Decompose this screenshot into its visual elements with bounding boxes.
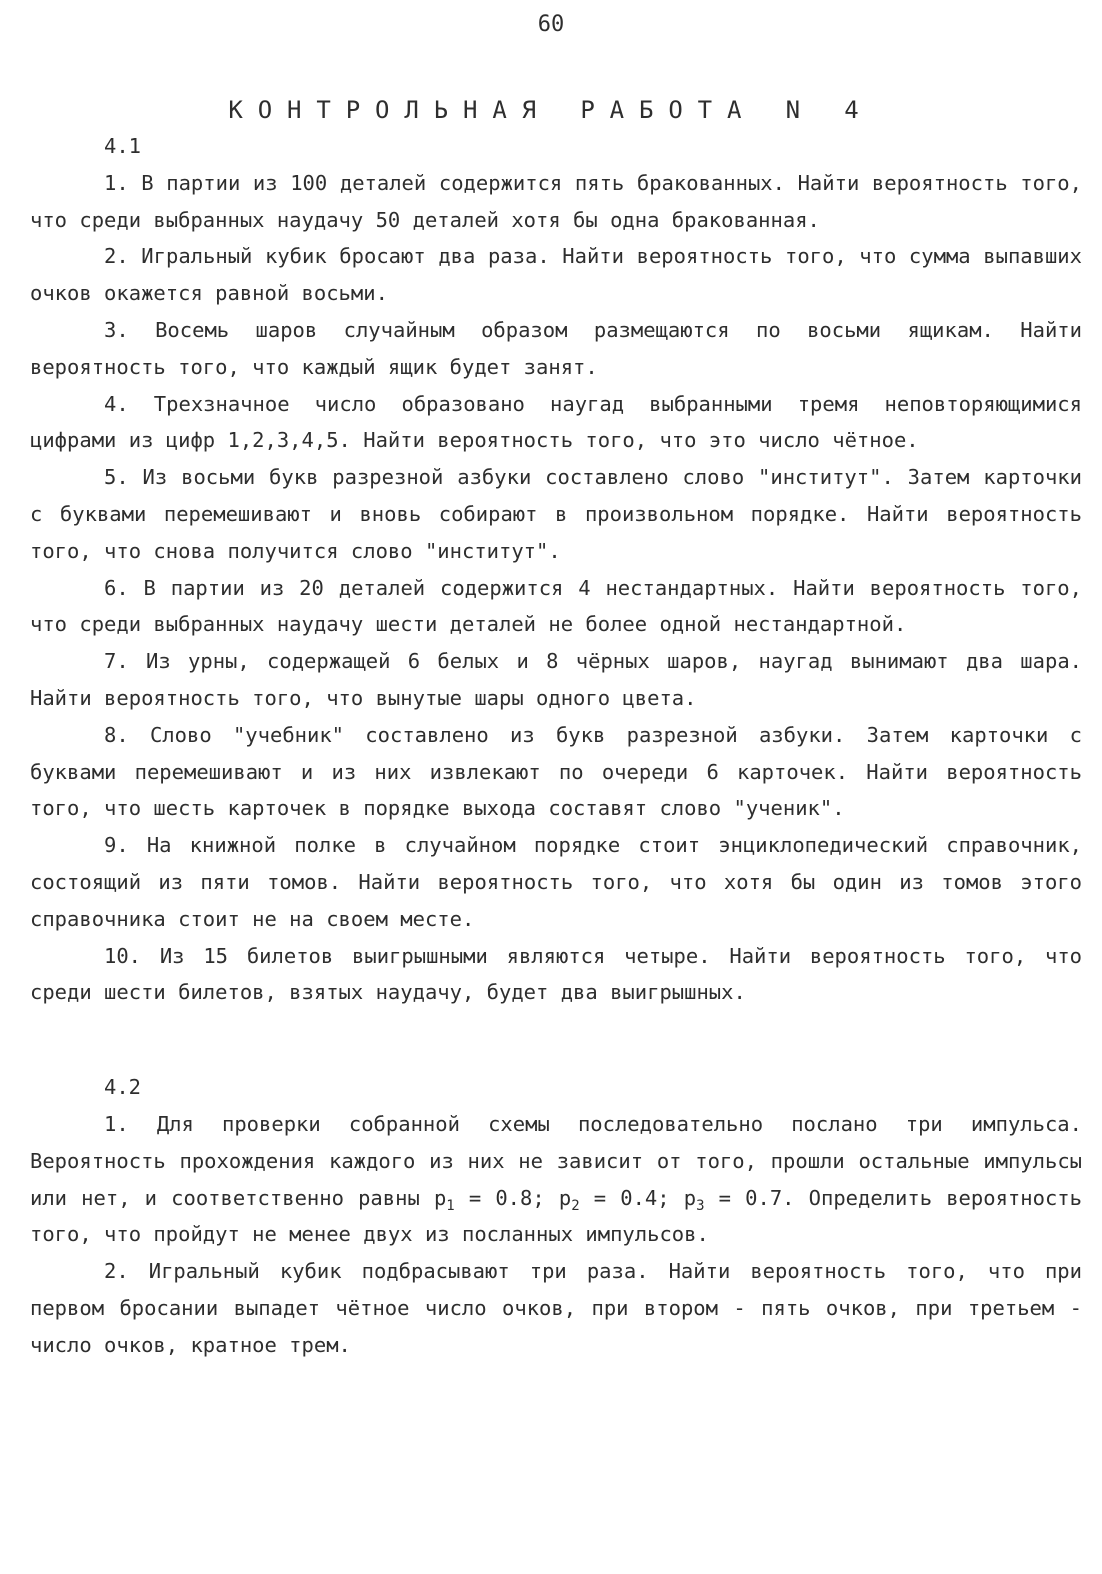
- p1-subscript: 1: [446, 1197, 455, 1214]
- p2-subscript: 2: [571, 1197, 580, 1214]
- problem-4-1-1: 1. В партии из 100 деталей содержится пять бракованных. Найти вероятность того, что среди выбранных наудачу 50 деталей хотя бы одна бракованная.: [30, 170, 1082, 232]
- document-body: [30, 128, 1082, 1364]
- p1-symbol: p: [433, 1185, 447, 1210]
- problem-4-1-6: 6. В партии из 20 деталей содержится 4 нестандартных. Найти вероятность того, что среди выбранных наудачу шести деталей не более одной нестандартной.: [30, 575, 1082, 637]
- problem-4-1-3: 3. Восемь шаров случайным образом размещаются по восьми ящикам. Найти вероятность того, что каждый ящик будет занят.: [30, 317, 1082, 379]
- problem-4-2-2: 2. Игральный кубик подбрасывают три раза. Найти вероятность того, что при первом бросании выпадет чётное число очков, при втором - пять очков, при третьем - число очков, кратное трем.: [30, 1259, 1082, 1357]
- p3-symbol: p: [683, 1185, 697, 1210]
- problem-4-1-9: 9. На книжной полке в случайном порядке стоит энциклопедический справочник, состоящий из пяти томов. Найти вероятность того, что хотя бы один из томов этого справочника стоит не на своем месте.: [30, 833, 1082, 931]
- problem-4-2-1: [30, 1106, 1082, 1253]
- section-heading-4-1: 4.1: [104, 134, 142, 158]
- p2-symbol: p: [558, 1185, 572, 1210]
- problem-4-1-5: 5. Из восьми букв разрезной азбуки составлено слово "институт". Затем карточки с буквами перемешивают и вновь собирают в произвольном порядке. Найти вероятность того, что снова получится слово "институт".: [30, 465, 1082, 563]
- page-title: КОНТРОЛЬНАЯ РАБОТА N 4: [228, 96, 874, 124]
- p3-subscript: 3: [696, 1197, 705, 1214]
- p1-value: = 0.8;: [454, 1185, 559, 1210]
- problem-4-2-1-text-a: 1. Для проверки собранной схемы последовательно послано три импульса. Вероятность прохождения каждого из них не зависит от того, прошли остальные импульсы или нет, и соответственно равны: [30, 1111, 1082, 1210]
- page-number: 60: [537, 12, 565, 37]
- problem-4-1-8: 8. Слово "учебник" составлено из букв разрезной азбуки. Затем карточки с буквами перемешивают и из них извлекают по очереди 6 карточек. Найти вероятность того, что шесть карточек в порядке выхода составят слово "ученик".: [30, 722, 1082, 821]
- section-spacer: [30, 1011, 1082, 1069]
- section-heading-4-2: 4.2: [104, 1075, 142, 1100]
- problem-4-1-2: 2. Игральный кубик бросают два раза. Найти вероятность того, что сумма выпавших очков окажется равной восьми.: [30, 244, 1082, 306]
- problem-4-1-4: 4. Трехзначное число образовано наугад выбранными тремя неповторяющимися цифрами из цифр 1,2,3,4,5. Найти вероятность того, что это число чётное.: [30, 391, 1082, 453]
- p2-value: = 0.4;: [579, 1185, 684, 1210]
- problem-4-1-10: 10. Из 15 билетов выигрышными являются четыре. Найти вероятность того, что среди шести билетов, взятых наудачу, будет два выигрышных.: [30, 943, 1082, 1005]
- problem-4-2-1-text-b: = 0.7. Определить вероятность того, что пройдут не менее двух из посланных импульсов.: [30, 1185, 1082, 1247]
- problem-4-1-7: 7. Из урны, содержащей 6 белых и 8 чёрных шаров, наугад вынимают два шара. Найти вероятность того, что вынутые шары одного цвета.: [30, 649, 1082, 710]
